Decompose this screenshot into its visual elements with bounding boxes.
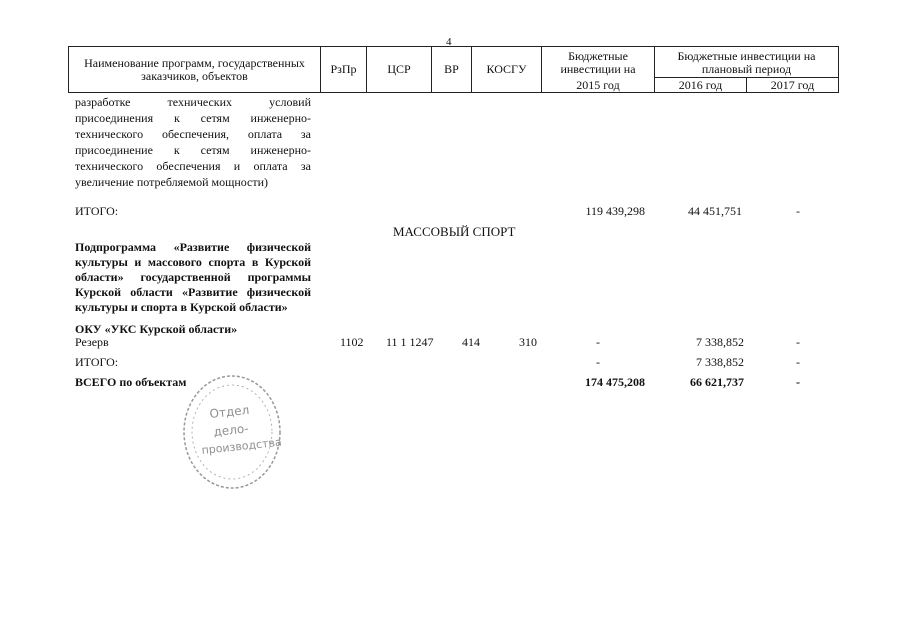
reserve-2017: - xyxy=(796,335,800,349)
stamp-line: производства xyxy=(200,435,283,457)
reserve-2016: 7 338,852 xyxy=(696,335,744,349)
reserve-2015: - xyxy=(596,335,600,349)
header-inv2015-bottom: 2015 год xyxy=(576,78,620,92)
itogo-2017: - xyxy=(796,204,800,218)
reserve-label: Резерв xyxy=(75,335,109,349)
reserve-kosgu: 310 xyxy=(519,335,537,349)
text-line: увеличение потребляемой мощности) xyxy=(75,175,269,189)
total-2017: - xyxy=(796,375,800,389)
header-rzpr: РзПр xyxy=(321,47,367,92)
customer-name: ОКУ «УКС Курской области» xyxy=(75,322,238,336)
itogo-2015: 119 439,298 xyxy=(585,204,645,218)
text-line: присоединения к сетям инженерно- xyxy=(75,111,311,125)
reserve-rzpr: 1102 xyxy=(340,335,364,349)
header-plan xyxy=(655,47,838,92)
stamp-line: Отдел xyxy=(208,402,250,421)
stamp-line: дело- xyxy=(212,421,250,439)
subprogram-line: области» государственной программы xyxy=(75,270,311,284)
itogo2-2017: - xyxy=(796,355,800,369)
subprogram-line: Курской области «Развитие физической xyxy=(75,285,311,299)
subprogram-line: Подпрограмма «Развитие физической xyxy=(75,240,311,254)
reserve-vr: 414 xyxy=(462,335,480,349)
header-inv2015 xyxy=(542,47,655,92)
header-kosgu: КОСГУ xyxy=(472,47,542,92)
text-line: разработке технических условий xyxy=(75,95,311,109)
subprogram-line: культуры и спорта в Курской области» xyxy=(75,300,288,314)
text-line: технического обеспечения, оплата за xyxy=(75,127,311,141)
subprogram-line: культуры и массового спорта в Курской xyxy=(75,255,311,269)
itogo-2016: 44 451,751 xyxy=(688,204,742,218)
table-header xyxy=(68,46,839,93)
total-label: ВСЕГО по объектам xyxy=(75,375,187,389)
text-line: присоединение к сетям инженерно- xyxy=(75,143,311,157)
header-2017: 2017 год xyxy=(770,78,815,92)
itogo2-label: ИТОГО: xyxy=(75,355,119,369)
itogo2-2015: - xyxy=(596,355,600,369)
text-line: технического обеспечения и оплата за xyxy=(75,159,311,173)
section-title: МАССОВЫЙ СПОРТ xyxy=(393,224,516,239)
header-2016: 2016 год xyxy=(678,78,723,92)
official-stamp xyxy=(170,370,285,495)
page-number: 4 xyxy=(446,36,452,48)
header-csr: ЦСР xyxy=(367,47,432,92)
header-vr: ВР xyxy=(432,47,472,92)
itogo-label: ИТОГО: xyxy=(75,204,119,218)
itogo2-2016: 7 338,852 xyxy=(696,355,744,369)
header-inv2015-top: Бюджетные инвестиции на xyxy=(560,49,636,76)
reserve-csr: 11 1 1247 xyxy=(386,335,434,349)
total-2016: 66 621,737 xyxy=(690,375,744,389)
header-plan-top: Бюджетные инвестиции на плановый период xyxy=(677,49,816,76)
header-name: Наименование программ, государственных заказчиков, объектов xyxy=(69,47,321,92)
total-2015: 174 475,208 xyxy=(585,375,645,389)
